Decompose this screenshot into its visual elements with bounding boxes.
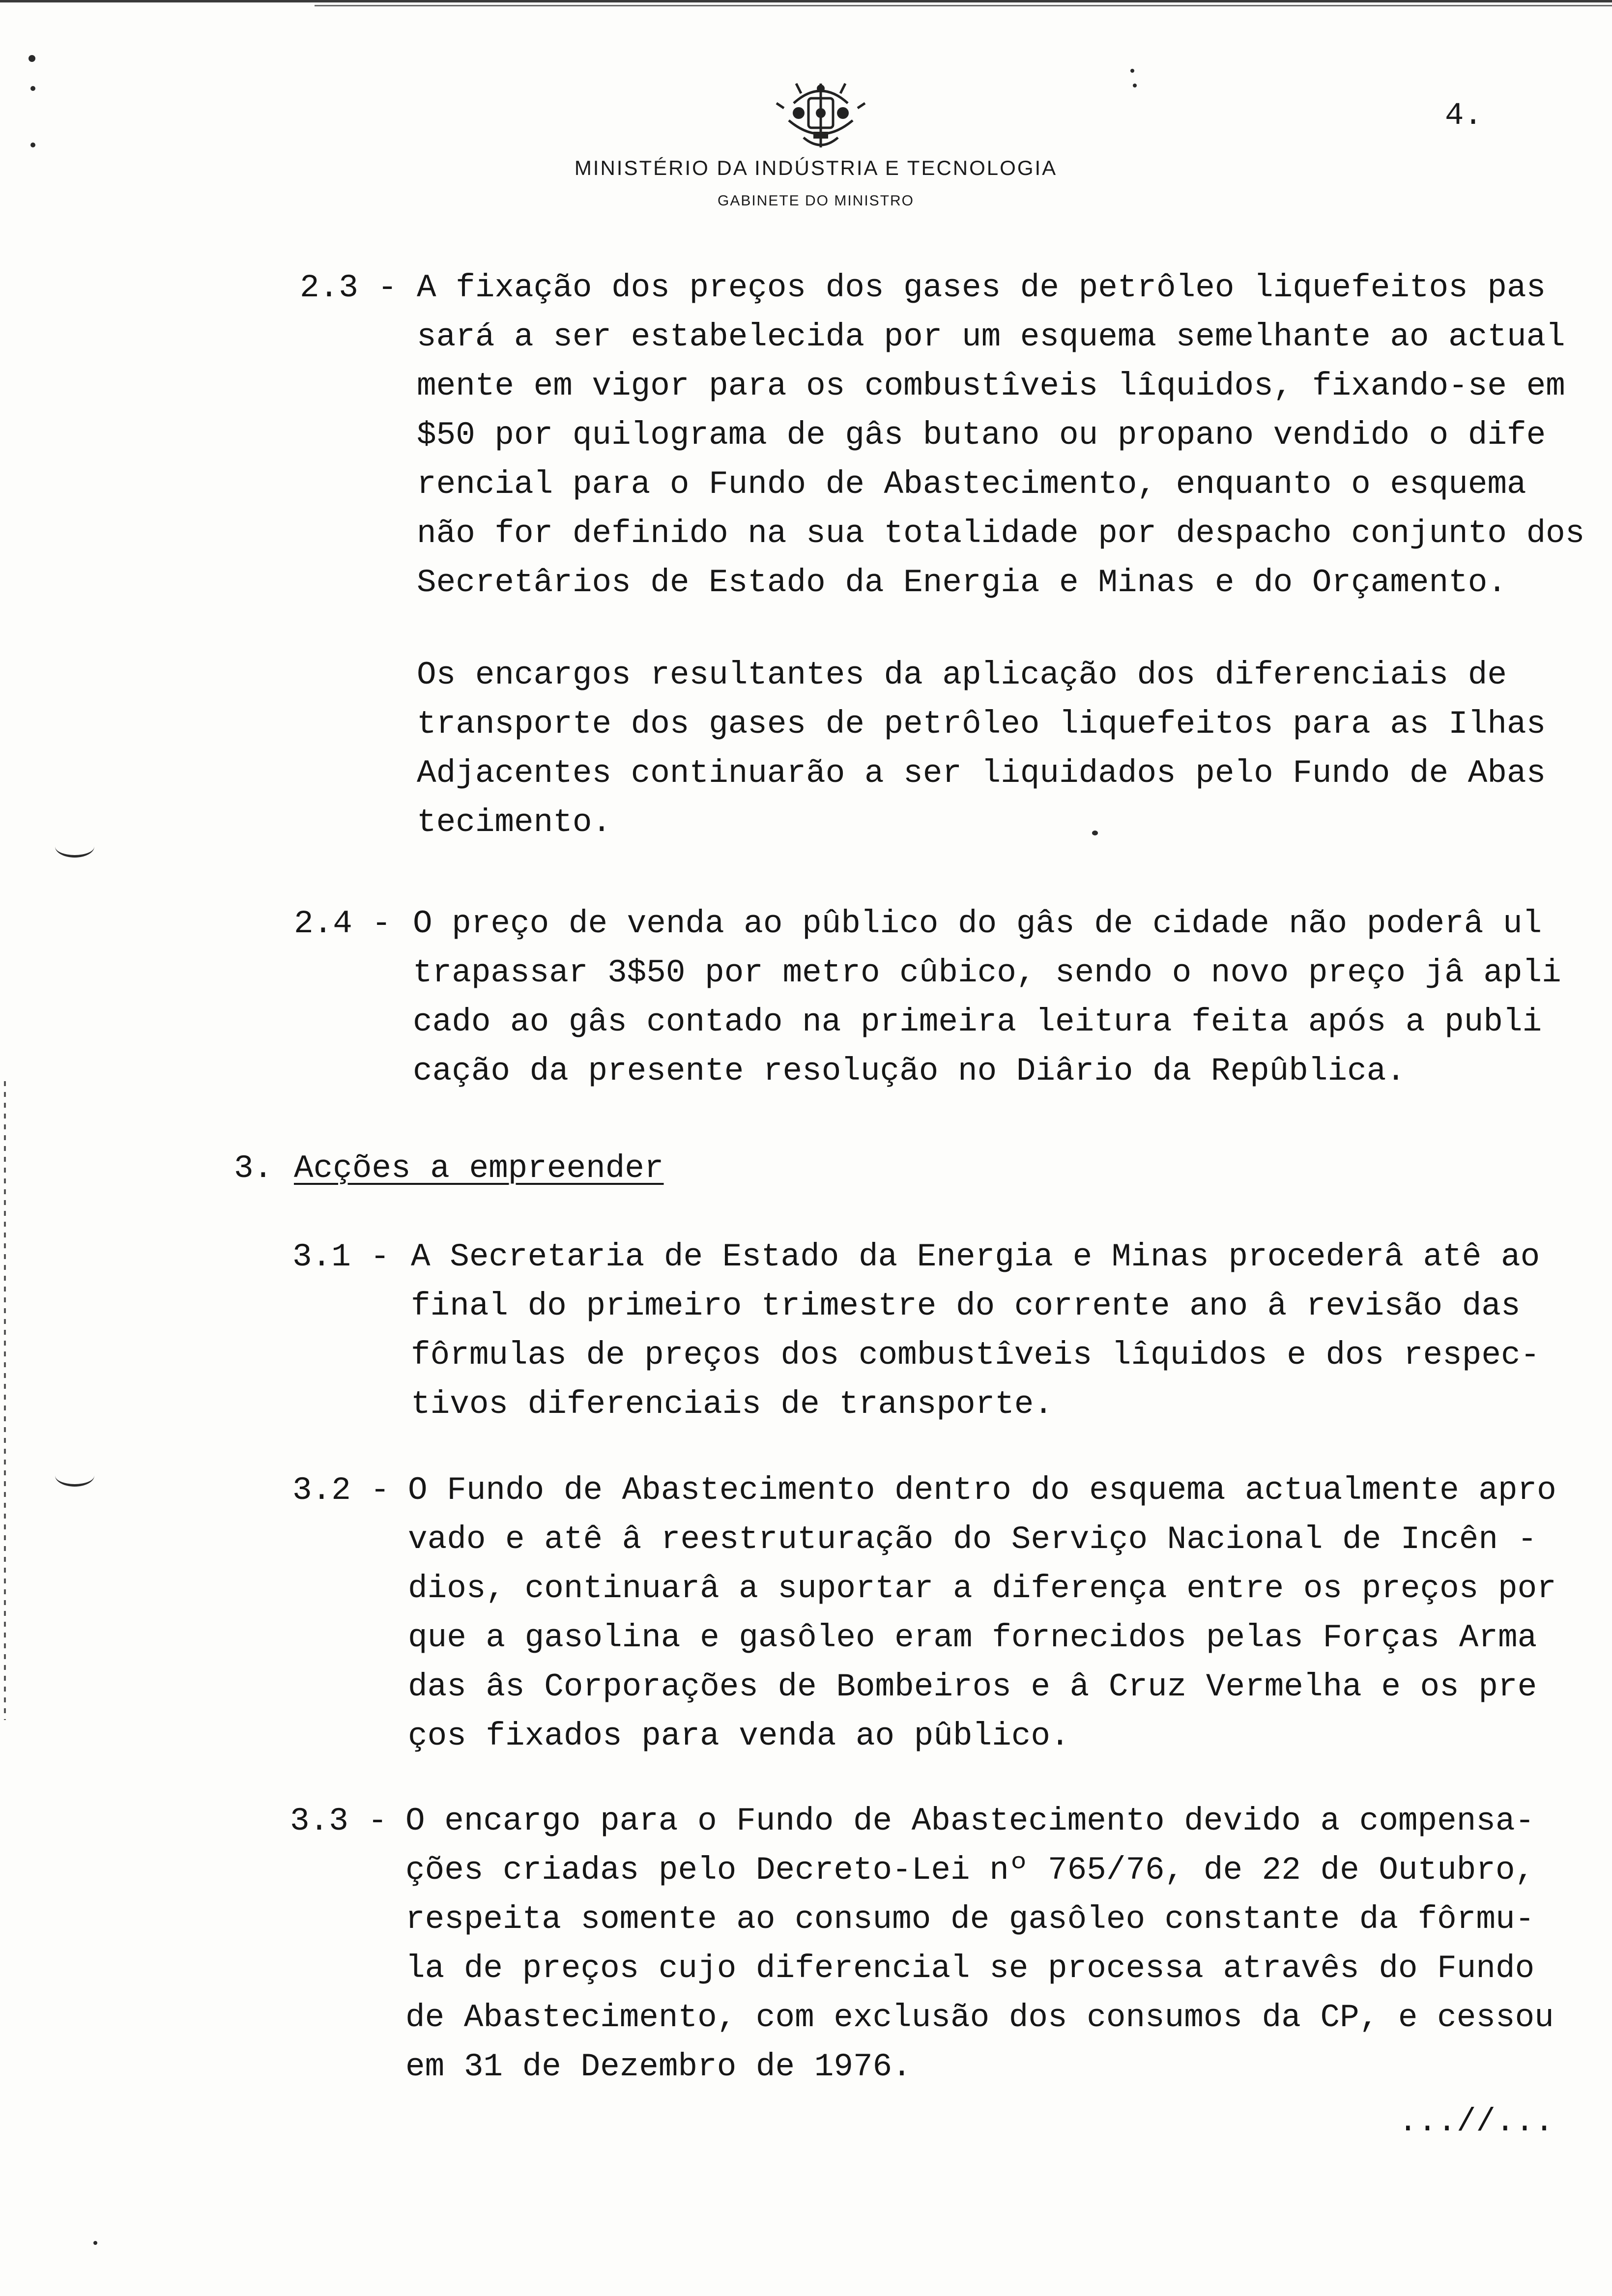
text-line: em 31 de Dezembro de 1976. [405,2048,912,2085]
cabinet-header: GABINETE DO MINISTRO [717,193,915,209]
text-line: tecimento. [417,804,612,841]
scan-edge-line [4,1081,6,1720]
text-line: cação da presente resolução no Diârio da Repûblica. [413,1053,1406,1090]
text-line: tivos diferenciais de transporte. [411,1386,1054,1423]
page-number: 4. [1445,98,1483,134]
scan-edge-line [0,0,1612,2]
margin-dot [30,86,35,91]
text-line: respeita somente ao consumo de gasôleo constante da fôrmu- [405,1901,1535,1938]
text-line: ços fixados para venda ao pûblico. [408,1718,1070,1754]
section-number: 3.2 - [292,1472,390,1509]
section-number: 3. [234,1150,273,1187]
section-number: 2.4 - [294,905,392,942]
text-line: O encargo para o Fundo de Abastecimento devido a compensa- [405,1803,1535,1839]
text-line: final do primeiro trimestre do corrente ano â revisão das [411,1288,1521,1324]
text-line: Secretârios de Estado da Energia e Minas e do Orçamento. [417,564,1507,601]
text-line: vado e atê â reestruturação do Serviço Nacional de Incên - [408,1521,1537,1558]
section-number: 3.1 - [292,1238,390,1275]
margin-dot [1133,84,1137,87]
section-heading: Acções a empreender [294,1150,664,1187]
text-line: A Secretaria de Estado da Energia e Minas procederâ atê ao [411,1238,1540,1275]
text-line: das âs Corporações de Bombeiros e â Cruz Vermelha e os pre [408,1668,1537,1705]
text-line: la de preços cujo diferencial se processa atravês do Fundo [405,1950,1535,1987]
text-line: cado ao gâs contado na primeira leitura feita após a publi [413,1004,1542,1040]
margin-dot [29,55,35,62]
margin-curve [55,1464,94,1487]
text-line: Os encargos resultantes da aplicação dos diferenciais de [417,657,1507,693]
text-line: $50 por quilograma de gâs butano ou propano vendido o dife [417,417,1546,454]
margin-dot [1092,831,1098,835]
continuation-mark: ...//... [1398,2103,1554,2140]
margin-dot [30,143,35,147]
text-line: ções criadas pelo Decreto-Lei nº 765/76, de 22 de Outubro, [405,1852,1535,1889]
text-line: O Fundo de Abastecimento dentro do esquema actualmente apro [408,1472,1556,1509]
text-line: O preço de venda ao pûblico do gâs de cidade não poderâ ul [413,905,1542,942]
text-line: não for definido na sua totalidade por despacho conjunto dos [417,515,1585,552]
margin-dot [93,2241,97,2245]
section-number: 3.3 - [290,1803,388,1839]
section-number: 2.3 - [300,269,398,306]
text-line: A fixação dos preços dos gases de petrôleo liquefeitos pas [417,269,1546,306]
text-line: que a gasolina e gasôleo eram fornecidos pelas Forças Arma [408,1619,1537,1656]
scan-edge-line [315,5,1612,6]
text-line: Adjacentes continuarão a ser liquidados pelo Fundo de Abas [417,755,1546,792]
margin-curve [55,835,94,858]
text-line: fôrmulas de preços dos combustîveis lîquidos e dos respec- [411,1337,1540,1374]
text-line: rencial para o Fundo de Abastecimento, enquanto o esquema [417,466,1526,503]
coat-of-arms-icon [774,74,867,157]
margin-dot [1130,69,1134,73]
text-line: mente em vigor para os combustîveis lîquidos, fixando-se em [417,368,1565,404]
text-line: de Abastecimento, com exclusão dos consumos da CP, e cessou [405,1999,1554,2036]
text-line: transporte dos gases de petrôleo liquefeitos para as Ilhas [417,706,1546,743]
text-line: dios, continuarâ a suportar a diferença entre os preços por [408,1570,1556,1607]
text-line: sará a ser estabelecida por um esquema semelhante ao actual [417,318,1565,355]
text-line: trapassar 3$50 por metro cûbico, sendo o novo preço jâ apli [413,954,1561,991]
ministry-header: MINISTÉRIO DA INDÚSTRIA E TECNOLOGIA [574,156,1058,179]
